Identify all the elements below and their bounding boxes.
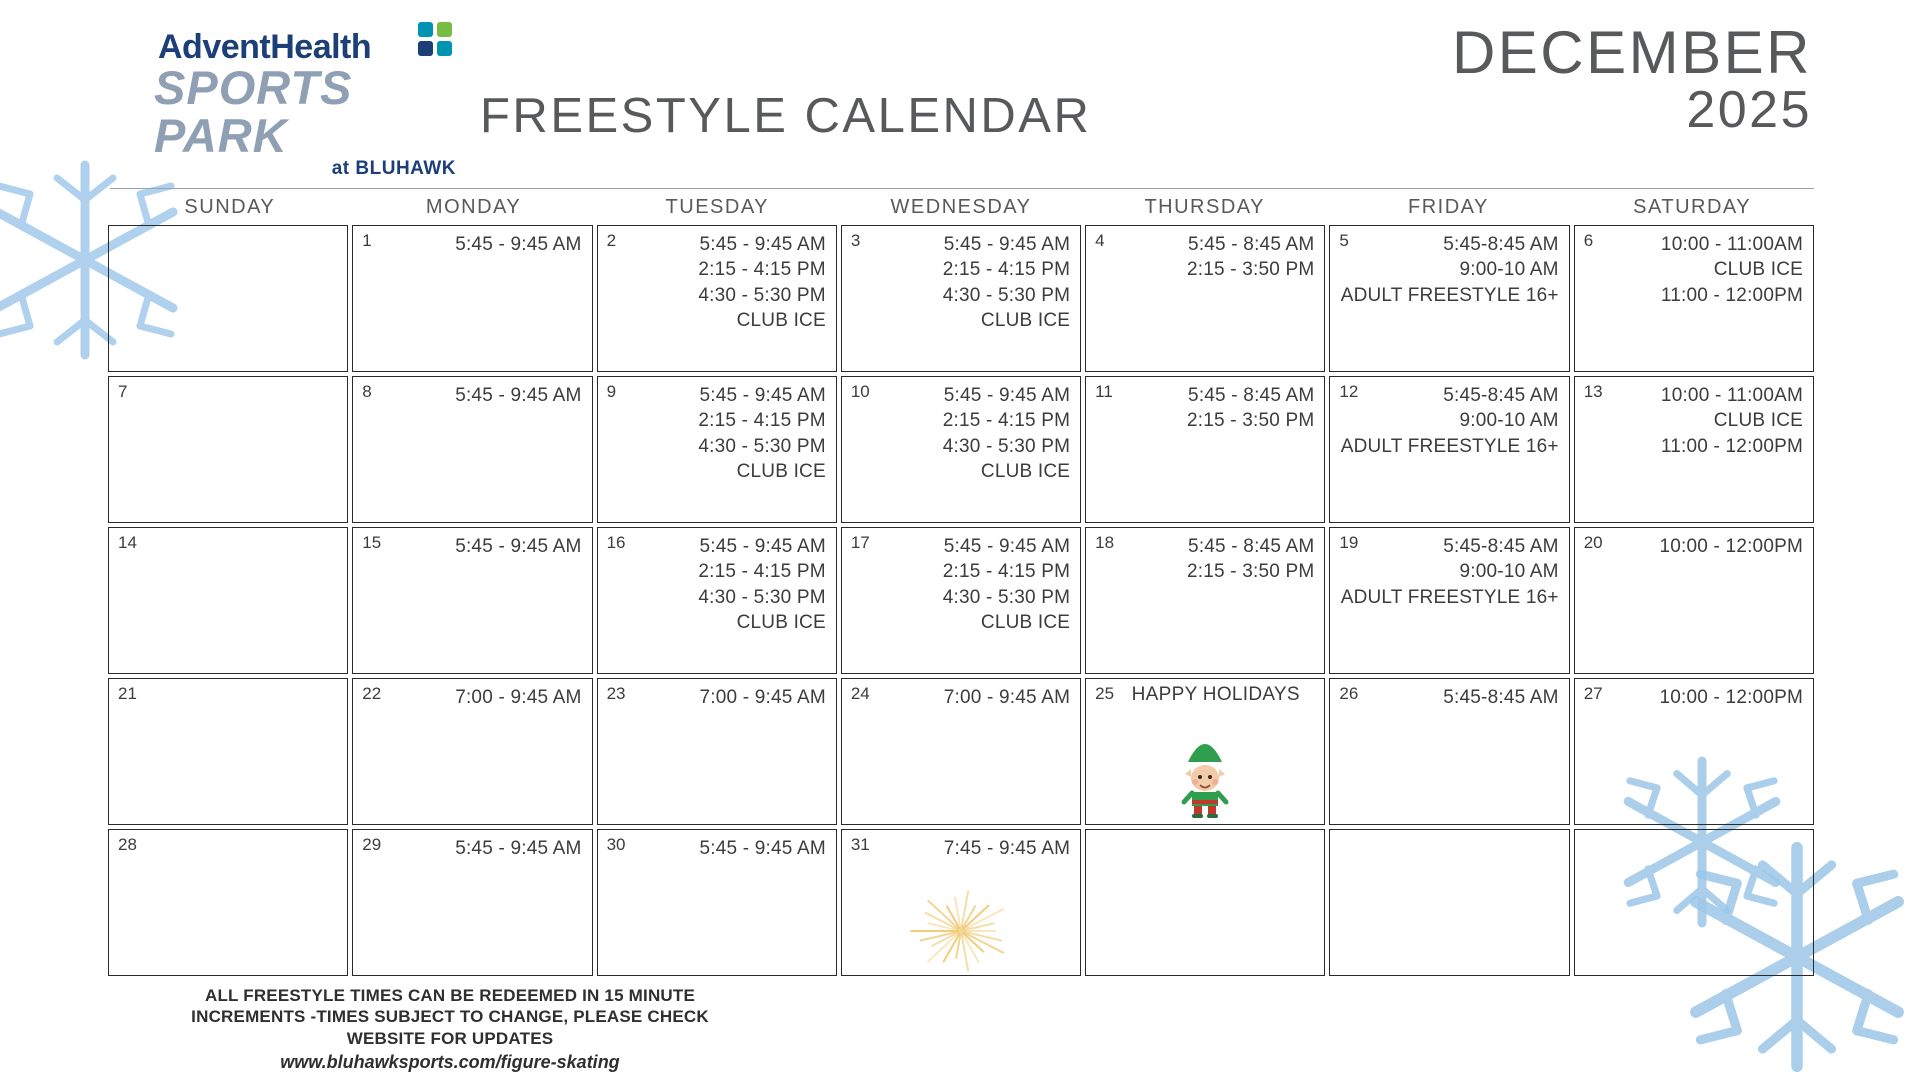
session-time-line: 5:45 - 9:45 AM [455, 536, 582, 557]
session-time-line: 2:15 - 4:15 PM [698, 410, 826, 432]
session-time-line: 7:00 - 9:45 AM [943, 687, 1071, 708]
day-number: 6 [1583, 231, 1594, 250]
session-time-line: 5:45 - 8:45 AM [1188, 234, 1315, 255]
session-times [851, 232, 1070, 333]
calendar-day-cell[interactable] [841, 376, 1081, 523]
session-time-line: CLUB ICE [736, 611, 826, 633]
session-time-line: 5:45-8:45 AM [1443, 234, 1559, 255]
calendar-grid [108, 196, 1814, 976]
session-times [607, 383, 826, 484]
session-times [1095, 383, 1314, 434]
elf-art [1086, 726, 1324, 822]
calendar-day-cell[interactable] [1574, 527, 1814, 674]
footer-notes [130, 985, 770, 1073]
day-number: 11 [1095, 382, 1113, 401]
calendar-day-cell[interactable] [1329, 678, 1569, 825]
calendar-day-cell[interactable] [352, 678, 592, 825]
calendar-day-cell[interactable] [1329, 376, 1569, 523]
session-time-line: 5:45 - 9:45 AM [455, 234, 582, 255]
day-number: 5 [1339, 231, 1349, 250]
page-header [0, 0, 1922, 185]
session-times [851, 836, 1070, 861]
session-times [1584, 383, 1803, 459]
session-time-line: CLUB ICE [736, 460, 826, 482]
weekday-header: TUESDAY [665, 196, 770, 218]
fireworks-art [842, 877, 1080, 973]
session-times [1584, 685, 1803, 710]
day-number: 7 [118, 382, 128, 401]
session-time-line: 5:45-8:45 AM [1443, 385, 1559, 406]
calendar-day-cell[interactable] [841, 527, 1081, 674]
day-number: 21 [118, 684, 137, 703]
fireworks-icon [906, 881, 1016, 973]
calendar-weeks [108, 225, 1814, 976]
calendar-day-cell[interactable] [597, 225, 837, 372]
session-time-line: 9:00-10 AM [1459, 259, 1559, 281]
weekday-header: THURSDAY [1144, 196, 1265, 218]
session-time-line: 5:45 - 9:45 AM [943, 385, 1071, 406]
session-time-line: 2:15 - 4:15 PM [698, 561, 826, 583]
calendar-day-cell[interactable] [352, 225, 592, 372]
session-times [851, 383, 1070, 484]
day-number: 29 [362, 835, 382, 854]
calendar-day-cell[interactable] [597, 678, 837, 825]
day-number: 13 [1583, 382, 1603, 401]
session-time-line: 7:45 - 9:45 AM [943, 838, 1071, 859]
adventhealth-logo-mark [416, 20, 456, 60]
session-time-line: 4:30 - 5:30 PM [942, 284, 1071, 306]
logo-at-bluhawk-text: at BLUHAWK [331, 157, 456, 179]
session-time-line: 2:15 - 4:15 PM [942, 259, 1071, 281]
footer-line-2: INCREMENTS -TIMES SUBJECT TO CHANGE, PLEASE CHECK [191, 1007, 709, 1027]
session-time-line: CLUB ICE [736, 309, 826, 331]
footer-line-1: ALL FREESTYLE TIMES CAN BE REDEEMED IN 15 MINUTE [204, 986, 696, 1005]
day-number: 3 [850, 231, 861, 250]
day-number: 26 [1339, 684, 1359, 703]
day-number: 24 [850, 684, 870, 703]
logo-health-text: Health [270, 28, 372, 66]
day-number: 4 [1095, 231, 1105, 250]
session-times [1339, 232, 1558, 308]
session-times [607, 685, 826, 710]
day-number: 2 [606, 231, 617, 250]
calendar-day-cell[interactable] [108, 829, 348, 976]
weekday-header-row [108, 196, 1814, 219]
session-time-line: 10:00 - 12:00PM [1659, 687, 1803, 708]
session-time-line: 4:30 - 5:30 PM [942, 435, 1071, 457]
session-time-line: 9:00-10 AM [1459, 410, 1559, 432]
session-time-line: CLUB ICE [980, 611, 1071, 633]
session-time-line: 5:45 - 9:45 AM [943, 536, 1071, 557]
session-times [362, 685, 581, 710]
month-year-heading [1451, 19, 1812, 140]
session-times [1095, 232, 1314, 283]
day-number: 31 [850, 835, 870, 854]
weekday-header: FRIDAY [1407, 196, 1489, 218]
session-times [362, 383, 581, 408]
adventhealth-sports-park-logo [140, 30, 470, 180]
session-times [362, 232, 581, 257]
session-time-line: CLUB ICE [1713, 410, 1803, 432]
calendar-day-cell[interactable] [841, 829, 1081, 976]
session-time-line: 5:45 - 9:45 AM [943, 234, 1071, 255]
calendar-day-cell[interactable] [1329, 225, 1569, 372]
session-time-line: 4:30 - 5:30 PM [698, 435, 826, 457]
calendar-empty-cell [1574, 829, 1814, 976]
session-times [1339, 534, 1558, 610]
session-time-line: 4:30 - 5:30 PM [698, 586, 826, 608]
session-time-line: ADULT FREESTYLE 16+ [1340, 586, 1559, 608]
session-time-line: 5:45 - 9:45 AM [455, 385, 582, 406]
session-times [362, 534, 581, 559]
calendar-day-cell[interactable] [1329, 527, 1569, 674]
calendar-day-cell[interactable] [1085, 678, 1325, 825]
holiday-label: HAPPY HOLIDAYS [1131, 684, 1300, 705]
calendar-day-cell[interactable] [352, 527, 592, 674]
session-times [1584, 534, 1803, 559]
session-times [362, 836, 581, 861]
session-time-line: CLUB ICE [1713, 259, 1803, 281]
day-number: 20 [1583, 533, 1603, 552]
session-time-line: 10:00 - 11:00AM [1660, 385, 1803, 406]
header-divider [110, 188, 1814, 189]
session-time-line: 2:15 - 4:15 PM [698, 259, 826, 281]
session-time-line: CLUB ICE [980, 309, 1071, 331]
calendar-day-cell[interactable] [1574, 678, 1814, 825]
session-time-line: 9:00-10 AM [1459, 561, 1559, 583]
session-times [1339, 685, 1558, 710]
day-number: 23 [606, 684, 626, 703]
month-label: DECEMBER [1451, 19, 1812, 86]
session-time-line: 7:00 - 9:45 AM [455, 687, 582, 708]
weekday-header: SATURDAY [1633, 196, 1752, 218]
calendar-day-cell[interactable] [108, 376, 348, 523]
calendar-day-cell[interactable] [841, 225, 1081, 372]
calendar-day-cell[interactable] [1085, 527, 1325, 674]
session-time-line: 5:45 - 9:45 AM [699, 234, 826, 255]
footer-line-3: WEBSITE FOR UPDATES [346, 1028, 554, 1048]
session-time-line: 11:00 - 12:00PM [1660, 284, 1803, 306]
session-times [607, 232, 826, 333]
session-times [607, 836, 826, 861]
footer-website-link[interactable]: www.bluhawksports.com/figure-skating [280, 1051, 620, 1072]
calendar-day-cell[interactable] [841, 678, 1081, 825]
weekday-header: WEDNESDAY [890, 196, 1032, 218]
year-label: 2025 [1686, 81, 1812, 140]
calendar-empty-cell [1085, 829, 1325, 976]
day-number: 10 [850, 382, 870, 401]
session-times [1339, 383, 1558, 459]
day-number: 9 [606, 382, 617, 401]
weekday-header: MONDAY [425, 196, 522, 218]
logo-sports-park-text: SPORTS PARK [154, 61, 353, 162]
day-number: 15 [362, 533, 382, 552]
day-number: 12 [1339, 382, 1359, 401]
session-times [607, 534, 826, 635]
calendar-empty-cell [108, 225, 348, 372]
day-number: 16 [606, 533, 626, 552]
session-time-line: 5:45 - 8:45 AM [1188, 385, 1315, 406]
session-time-line: 4:30 - 5:30 PM [942, 586, 1071, 608]
session-times [1584, 232, 1803, 308]
calendar-day-cell[interactable] [597, 527, 837, 674]
weekday-header: SUNDAY [184, 196, 276, 218]
day-number: 1 [362, 231, 372, 250]
elf-icon [1168, 730, 1242, 822]
session-time-line: 5:45 - 8:45 AM [1188, 536, 1315, 557]
day-number: 30 [606, 835, 626, 854]
session-time-line: ADULT FREESTYLE 16+ [1340, 284, 1559, 306]
session-time-line: 5:45 - 9:45 AM [699, 536, 826, 557]
session-time-line: 2:15 - 3:50 PM [1186, 561, 1315, 583]
session-time-line: 2:15 - 3:50 PM [1186, 410, 1315, 432]
calendar-day-cell[interactable] [1574, 376, 1814, 523]
calendar-day-cell[interactable] [108, 678, 348, 825]
calendar-day-cell[interactable] [352, 829, 592, 976]
session-times [851, 685, 1070, 710]
session-time-line: 5:45 - 9:45 AM [699, 385, 826, 406]
session-time-line: 10:00 - 11:00AM [1660, 234, 1803, 255]
logo-advent-text: Advent [158, 28, 271, 66]
page-title: FREESTYLE CALENDAR [480, 89, 1092, 143]
session-time-line: 7:00 - 9:45 AM [699, 687, 826, 708]
calendar-day-cell[interactable] [1085, 376, 1325, 523]
session-times [1095, 534, 1314, 585]
session-time-line: 10:00 - 12:00PM [1659, 536, 1803, 557]
session-time-line: 5:45-8:45 AM [1443, 536, 1559, 557]
session-time-line: 5:45 - 9:45 AM [699, 838, 826, 859]
day-number: 14 [118, 533, 137, 552]
session-time-line: 11:00 - 12:00PM [1660, 435, 1803, 457]
session-time-line: 4:30 - 5:30 PM [698, 284, 826, 306]
day-number: 17 [850, 533, 870, 552]
calendar-day-cell[interactable] [108, 527, 348, 674]
calendar-empty-cell [1329, 829, 1569, 976]
calendar-day-cell[interactable] [1085, 225, 1325, 372]
calendar-day-cell[interactable] [597, 829, 837, 976]
calendar-day-cell[interactable] [1574, 225, 1814, 372]
day-number: 19 [1339, 533, 1359, 552]
session-time-line: 5:45 - 9:45 AM [455, 838, 582, 859]
day-number: 18 [1095, 533, 1115, 552]
session-time-line: 2:15 - 4:15 PM [942, 410, 1071, 432]
day-number: 27 [1583, 684, 1603, 703]
session-time-line: 2:15 - 3:50 PM [1186, 259, 1315, 281]
session-time-line: ADULT FREESTYLE 16+ [1340, 435, 1559, 457]
session-times [851, 534, 1070, 635]
session-time-line: CLUB ICE [980, 460, 1071, 482]
day-number: 28 [118, 835, 137, 854]
day-number: 25 [1095, 684, 1115, 703]
calendar-day-cell[interactable] [352, 376, 592, 523]
day-number: 8 [362, 382, 372, 401]
session-time-line: 5:45-8:45 AM [1443, 687, 1559, 708]
calendar-day-cell[interactable] [597, 376, 837, 523]
session-time-line: 2:15 - 4:15 PM [942, 561, 1071, 583]
day-number: 22 [362, 684, 382, 703]
